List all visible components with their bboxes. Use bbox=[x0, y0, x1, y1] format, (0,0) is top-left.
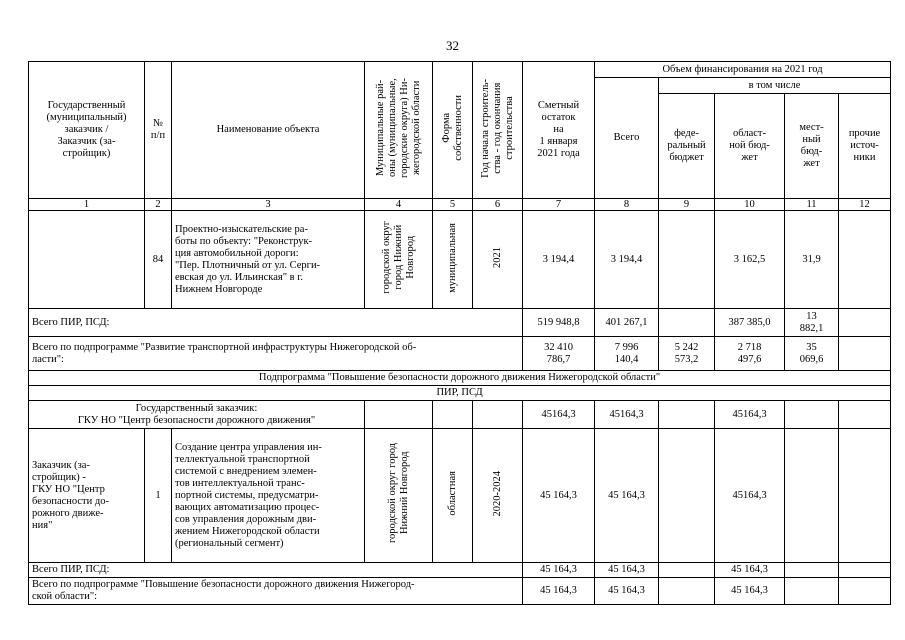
page-number: 32 bbox=[446, 38, 459, 53]
header-total: Всего bbox=[595, 78, 659, 199]
subprogram-title: Подпрограмма "Повышение безопасности дорожного движения Нижегородской области" bbox=[29, 371, 891, 386]
header-including: в том числе bbox=[659, 78, 891, 94]
table-row bbox=[29, 429, 891, 563]
col-index: 3 bbox=[172, 199, 365, 211]
cell-regional: 2 718 497,6 bbox=[715, 337, 785, 371]
financing-table bbox=[28, 61, 891, 605]
cell-district bbox=[365, 401, 433, 429]
cell-local bbox=[785, 578, 839, 605]
header-other: прочие источ- ники bbox=[839, 94, 891, 199]
cell-total: 45 164,3 bbox=[595, 563, 659, 578]
col-index: 7 bbox=[523, 199, 595, 211]
cell-years bbox=[473, 401, 523, 429]
cell-local bbox=[785, 563, 839, 578]
col-index: 4 bbox=[365, 199, 433, 211]
table-row bbox=[29, 309, 891, 337]
col-index: 6 bbox=[473, 199, 523, 211]
header-num: № п/п bbox=[145, 62, 172, 199]
col-index: 10 bbox=[715, 199, 785, 211]
col-index: 5 bbox=[433, 199, 473, 211]
cell-local: 35 069,6 bbox=[785, 337, 839, 371]
cell-federal bbox=[659, 211, 715, 309]
cell-num: 1 bbox=[145, 429, 172, 563]
cell-total: 3 194,4 bbox=[595, 211, 659, 309]
total-subprogram-label: Всего по подпрограмме "Повышение безопасности дорожного движения Нижегород- ской области": bbox=[29, 578, 523, 605]
cell-customer bbox=[29, 211, 145, 309]
column-index-row bbox=[29, 199, 891, 211]
cell-balance: 519 948,8 bbox=[523, 309, 595, 337]
header-funding-group: Объем финансирования на 2021 год bbox=[595, 62, 891, 78]
cell-other bbox=[839, 429, 891, 563]
cell-local bbox=[785, 401, 839, 429]
cell-total: 7 996 140,4 bbox=[595, 337, 659, 371]
cell-local bbox=[785, 429, 839, 563]
cell-num: 84 bbox=[145, 211, 172, 309]
cell-ownership: областная bbox=[433, 429, 473, 563]
table-row bbox=[29, 337, 891, 371]
pir-title: ПИР, ПСД bbox=[29, 386, 891, 401]
section-row bbox=[29, 371, 891, 386]
cell-balance: 45164,3 bbox=[523, 401, 595, 429]
cell-regional: 45164,3 bbox=[715, 429, 785, 563]
header-object-name: Наименование объекта bbox=[172, 62, 365, 199]
table-row bbox=[29, 563, 891, 578]
cell-total: 401 267,1 bbox=[595, 309, 659, 337]
cell-years: 2021 bbox=[473, 211, 523, 309]
cell-balance: 45 164,3 bbox=[523, 429, 595, 563]
total-pir-label: Всего ПИР, ПСД: bbox=[29, 309, 523, 337]
cell-object-name: Проектно-изыскательские ра- боты по объекту: "Реконструк- ция автомобильной дороги: "Пер. Плотничный от ул. Серги- евская до ул. Ильинская" в г. Нижнем Новгороде bbox=[172, 211, 365, 309]
col-index: 2 bbox=[145, 199, 172, 211]
cell-balance: 32 410 786,7 bbox=[523, 337, 595, 371]
cell-district: городской округ город Нижний Новгород bbox=[365, 211, 433, 309]
col-index: 9 bbox=[659, 199, 715, 211]
cell-years: 2020-2024 bbox=[473, 429, 523, 563]
total-pir-label: Всего ПИР, ПСД: bbox=[29, 563, 523, 578]
cell-regional: 3 162,5 bbox=[715, 211, 785, 309]
cell-other bbox=[839, 211, 891, 309]
cell-customer: Заказчик (за- стройщик) - ГКУ НО "Центр безопасности до- рожного движе- ния" bbox=[29, 429, 145, 563]
cell-total: 45 164,3 bbox=[595, 429, 659, 563]
header-ownership: Форма собственности bbox=[433, 62, 473, 199]
table-row bbox=[29, 401, 891, 429]
header-regional: област- ной бюд- жет bbox=[715, 94, 785, 199]
cell-other bbox=[839, 401, 891, 429]
cell-ownership bbox=[433, 401, 473, 429]
cell-local: 13 882,1 bbox=[785, 309, 839, 337]
cell-object-name: Создание центра управления ин- теллектуальной транспортной системой с внедрением элемен- тов интеллектуальной транс- портной системы, предусматри- вающих автоматизацию процес- сов управления дорожным дви- жением Нижегородской области (региональный сегмент) bbox=[172, 429, 365, 563]
cell-other bbox=[839, 578, 891, 605]
cell-other bbox=[839, 337, 891, 371]
table-row bbox=[29, 578, 891, 605]
cell-federal bbox=[659, 563, 715, 578]
cell-local: 31,9 bbox=[785, 211, 839, 309]
header-balance: Сметный остаток на 1 января 2021 года bbox=[523, 62, 595, 199]
col-index: 8 bbox=[595, 199, 659, 211]
cell-balance: 45 164,3 bbox=[523, 563, 595, 578]
cell-total: 45 164,3 bbox=[595, 578, 659, 605]
header-local: мест- ный бюд- жет bbox=[785, 94, 839, 199]
cell-federal bbox=[659, 401, 715, 429]
cell-federal bbox=[659, 578, 715, 605]
cell-regional: 387 385,0 bbox=[715, 309, 785, 337]
cell-federal bbox=[659, 429, 715, 563]
cell-regional: 45 164,3 bbox=[715, 563, 785, 578]
header-customer: Государственный (муниципальный) заказчик / Заказчик (за- стройщик) bbox=[29, 62, 145, 199]
cell-total: 45164,3 bbox=[595, 401, 659, 429]
cell-balance: 3 194,4 bbox=[523, 211, 595, 309]
cell-federal: 5 242 573,2 bbox=[659, 337, 715, 371]
cell-regional: 45 164,3 bbox=[715, 578, 785, 605]
header-years: Год начала строитель- ства - год окончания строительства bbox=[473, 62, 523, 199]
cell-balance: 45 164,3 bbox=[523, 578, 595, 605]
cell-regional: 45164,3 bbox=[715, 401, 785, 429]
cell-other bbox=[839, 309, 891, 337]
table-row bbox=[29, 211, 891, 309]
section-row bbox=[29, 386, 891, 401]
customer-label: Государственный заказчик: ГКУ НО "Центр безопасности дорожного движения" bbox=[29, 401, 365, 429]
col-index: 1 bbox=[29, 199, 145, 211]
cell-ownership: муниципальная bbox=[433, 211, 473, 309]
header-districts: Муниципальные рай- оны (муниципальные, городские округа) Ни- жегородской области bbox=[365, 62, 433, 199]
header-federal: феде- ральный бюджет bbox=[659, 94, 715, 199]
cell-federal bbox=[659, 309, 715, 337]
total-subprogram-label: Всего по подпрограмме "Развитие транспортной инфраструктуры Нижегородской об- ласти": bbox=[29, 337, 523, 371]
cell-other bbox=[839, 563, 891, 578]
col-index: 11 bbox=[785, 199, 839, 211]
cell-district: городской округ город Нижний Новгород bbox=[365, 429, 433, 563]
col-index: 12 bbox=[839, 199, 891, 211]
